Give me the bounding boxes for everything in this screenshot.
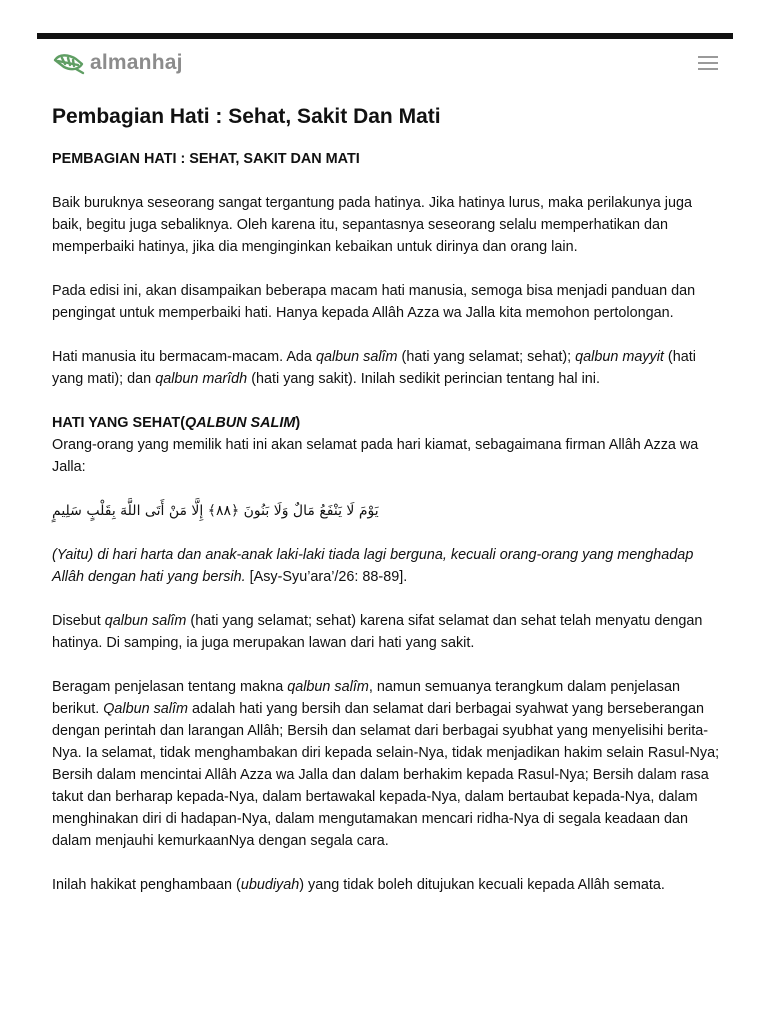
heading-prefix: HATI YANG SEHAT( xyxy=(52,415,185,431)
text: (hati yang selamat; sehat); xyxy=(397,349,576,365)
term-qalbun-salim: qalbun salîm xyxy=(287,679,369,695)
verse-reference: [Asy-Syu’ara’/26: 88-89]. xyxy=(245,569,408,585)
text: (hati yang selamat; sehat) karena sifat selamat dan sehat telah menyatu dengan hatinya. Di samping, ia juga merupakan lawan dari hati yang sakit. xyxy=(52,613,703,651)
menu-line xyxy=(698,62,718,64)
text: , namun semuanya terangkum dalam penjelasan berikut. xyxy=(52,679,681,717)
verse-translation xyxy=(52,544,720,588)
term-qalbun-salim: qalbun salîm xyxy=(315,349,398,365)
text: ) yang tidak boleh ditujukan kecuali kepada Allâh semata. xyxy=(299,877,665,893)
site-logo-text: almanhaj xyxy=(90,51,183,74)
term-qalbun-salim: Qalbun salîm xyxy=(103,701,188,717)
heading-italic: QALBUN SALIM xyxy=(185,415,296,431)
section-intro: Orang-orang yang memilik hati ini akan selamat pada hari kiamat, sebagaimana firman Allâh Azza wa Jalla: xyxy=(52,437,699,475)
menu-line xyxy=(698,56,718,58)
site-header xyxy=(52,48,720,80)
text: (hati yang mati); dan xyxy=(52,349,696,387)
text: Inilah hakikat penghambaan ( xyxy=(52,877,241,893)
top-border-bar xyxy=(37,33,733,39)
term-qalbun-maridh: qalbun marîdh xyxy=(155,371,248,387)
paragraph-definition xyxy=(52,610,720,654)
section-heading xyxy=(52,412,720,434)
paragraph-edition: Pada edisi ini, akan disampaikan beberapa macam hati manusia, semoga bisa menjadi panduan dan pengingat untuk memperbaiki hati. Hanya kepada Allâh Azza wa Jalla kita memohon pertolongan. xyxy=(52,283,696,321)
term-ubudiyah: ubudiyah xyxy=(240,877,300,893)
quran-verse-arabic: يَوْمَ لَا يَنْفَعُ مَالٌ وَلَا بَنُونَ ﴿٨٨﴾ إِلَّا مَنْ أَتَى اللَّهَ بِقَلْبٍ سَلِيمٍ xyxy=(52,503,379,519)
article-content xyxy=(52,100,720,918)
site-logo-link[interactable] xyxy=(52,50,183,76)
paragraph-explanation xyxy=(52,676,720,852)
paragraph-ubudiyah xyxy=(52,874,720,896)
menu-line xyxy=(698,68,718,70)
term-qalbun-mayyit: qalbun mayyit xyxy=(575,349,664,365)
pen-leaf-icon xyxy=(52,50,86,76)
text: (hati yang sakit). Inilah sedikit perincian tentang hal ini. xyxy=(247,371,600,387)
text: Disebut xyxy=(52,613,105,629)
section-sehat xyxy=(52,412,720,478)
paragraph-intro: Baik buruknya seseorang sangat tergantung pada hatinya. Jika hatinya lurus, maka perilakunya juga baik, begitu juga sebaliknya. Oleh karena itu, sepantasnya seseorang selalu memperhatikan dan memperbaiki hatinya, jika dia menginginkan kebaikan untuk dirinya dan orang lain. xyxy=(52,195,692,255)
paragraph-types xyxy=(52,346,720,390)
text: Beragam penjelasan tentang makna xyxy=(52,679,288,695)
heading-suffix: ) xyxy=(295,415,301,431)
text: Hati manusia itu bermacam-macam. Ada xyxy=(52,349,316,365)
translation-text: (Yaitu) di hari harta dan anak-anak laki-laki tiada lagi berguna, kecuali orang-orang yang menghadap Allâh dengan hati yang bersih. xyxy=(52,547,694,585)
article-subtitle: PEMBAGIAN HATI : SEHAT, SAKIT DAN MATI xyxy=(52,151,360,167)
hamburger-menu-icon[interactable] xyxy=(698,52,718,72)
text: adalah hati yang bersih dan selamat dari berbagai syahwat yang berseberangan dengan perintah dan larangan Allâh; Bersih dan selamat dari berbagai syubhat yang menyelisihi berita-Nya. Ia selamat, tidak menghambakan diri kepada selain-Nya, tidak menjadikan hakim selain Rasul-Nya; Bersih dalam mencintai Allâh Azza wa Jalla dan dalam berhakim kepada Rasul-Nya; Bersih dalam rasa takut dan berharap kepada-Nya, dalam bertawakal kepada-Nya, dalam bertaubat kepada-Nya, dalam menghinakan diri di hadapan-Nya, dalam mengutamakan mencari ridha-Nya di segala keadaan dan dalam menjauhi kemurkaanNya dengan segala cara. xyxy=(52,701,720,849)
article-title: Pembagian Hati : Sehat, Sakit Dan Mati xyxy=(52,105,441,128)
term-qalbun-salim: qalbun salîm xyxy=(104,613,187,629)
